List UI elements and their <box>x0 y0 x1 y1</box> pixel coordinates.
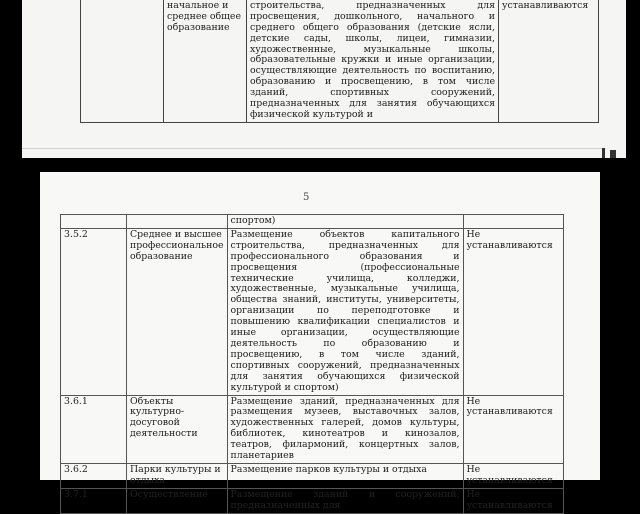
table-row <box>61 395 564 463</box>
table-row <box>61 228 564 395</box>
row-name: начальное и среднее общее образование <box>164 0 247 122</box>
bottom-table <box>60 214 564 514</box>
row-name: Осуществление <box>127 488 228 513</box>
row-params: Не устанавливаются <box>463 395 563 463</box>
table-row <box>81 0 599 122</box>
row-code <box>81 0 164 122</box>
page-number: 5 <box>303 192 310 203</box>
page-edge-line <box>22 148 606 149</box>
row-code: 3.6.1 <box>61 395 127 463</box>
row-description: Размещение зданий, предназначенных для размещения музеев, выставочных залов, художественных галерей, домов культуры, библиотек, кинотеатров и кинозалов, театров, филармоний, концертных залов, планетариев <box>227 395 463 463</box>
scanned-page-top <box>22 0 626 158</box>
row-params: устанавливаются <box>499 0 599 122</box>
row-name: Парки культуры и отдыха <box>127 463 228 488</box>
table-row <box>61 488 564 513</box>
row-params: Не устанавливаются <box>463 228 563 395</box>
row-code: 3.6.2 <box>61 463 127 488</box>
top-table <box>80 0 599 123</box>
table-row <box>61 463 564 488</box>
row-params: Не устанавливаются <box>463 463 563 488</box>
row-code: 3.5.2 <box>61 228 127 395</box>
scan-mark <box>602 148 605 158</box>
row-description: Размещение объектов капитального строительства, предназначенных для профессионального образования и просвещения (профессиональные технические училища, колледжи, художественные, музыкальные училища, общества знаний, институты, университеты, организации по переподготовке и повышению квалификации специалистов и иные организации, осуществляющие деятельность по образованию и просвещению, в том числе зданий, спортивных сооружений, предназначенных для занятия обучающихся физической культурой и спортом) <box>227 228 463 395</box>
row-name: Объекты культурно-досуговой деятельности <box>127 395 228 463</box>
row-name: Среднее и высшее профессиональное образование <box>127 228 228 395</box>
row-params: Не устанавливаются <box>463 488 563 513</box>
scanned-page-bottom <box>40 172 600 511</box>
row-description: Размещение зданий и сооружений, предназначенных для <box>227 488 463 513</box>
row-name <box>127 215 228 229</box>
row-code <box>61 215 127 229</box>
row-description: строительства, предназначенных для просвещения, дошкольного, начального и среднего общего образования (детские ясли, детские сады, школы, лицеи, гимназии, художественные, музыкальные школы, образовательные кружки и иные организации, осуществляющие деятельность по воспитанию, образованию и просвещению, в том числе зданий, спортивных сооружений, предназначенных для занятия обучающихся физической культурой и <box>247 0 499 122</box>
row-description: спортом) <box>227 215 463 229</box>
row-code: 3.7.1 <box>61 488 127 513</box>
row-params <box>463 215 563 229</box>
row-description: Размещение парков культуры и отдыха <box>227 463 463 488</box>
table-row <box>61 215 564 229</box>
scan-mark <box>610 150 616 158</box>
